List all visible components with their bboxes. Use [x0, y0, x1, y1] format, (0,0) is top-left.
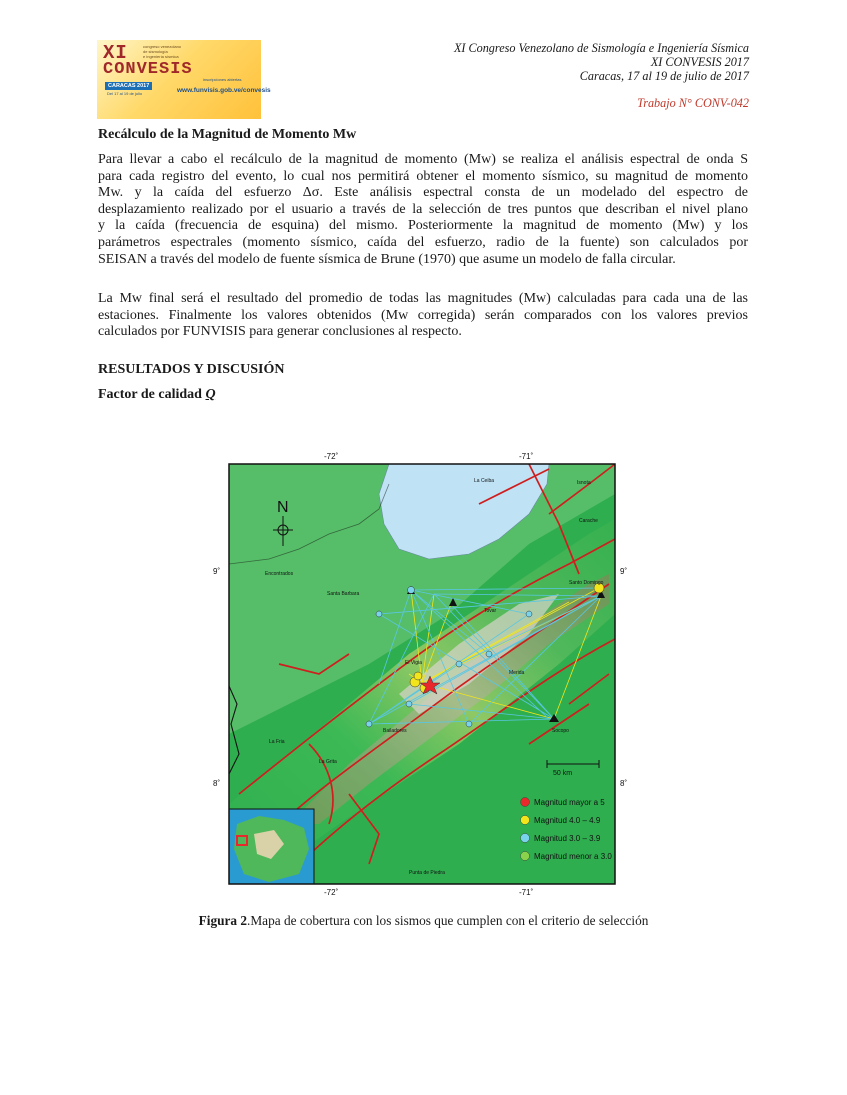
header-line2: XI CONVESIS 2017: [650, 55, 749, 69]
p2-line: La Mw final será el resultado del promedio de todas las magnitudes (Mw) calculadas para cada una de las: [98, 291, 748, 306]
logo-dates: Del 17 al 19 de julio: [107, 91, 143, 96]
p2-line: calculados por FUNVISIS para generar conclusiones al respecto.: [98, 324, 462, 340]
section-title-results: RESULTADOS Y DISCUSIÓN: [98, 362, 285, 377]
header-line1: XI Congreso Venezolano de Sismología e Ingeniería Sísmica: [453, 41, 749, 55]
p1-line: SEISAN a través del modelo de fuente sísmica de Brune (1970) que asume un modelo de falla circular.: [98, 251, 676, 267]
p1-line: y la caída (frecuencia de esquina) del mismo. Posteriormente la magnitud de momento (Mw) y los: [98, 218, 748, 234]
lon-label-bottom: -72˚: [324, 888, 339, 897]
lat-label-left: 9˚: [213, 567, 221, 576]
lon-label-top: -71˚: [519, 452, 534, 461]
p1-line: parámetros espectrales (momento sísmico, caída del esfuerzo, radio de la fuente) son calculados por: [98, 234, 748, 250]
svg-text:Carache: Carache: [579, 518, 598, 524]
svg-text:Punta de Piedra: Punta de Piedra: [409, 870, 445, 876]
svg-text:50 km: 50 km: [553, 770, 573, 777]
legend-item: Magnitud menor a 3.0: [534, 852, 612, 861]
svg-text:N: N: [277, 499, 289, 516]
p1-line: Para llevar a cabo el recálculo de la magnitud de momento (Mw) se realiza el análisis espectral de onda S: [98, 152, 748, 167]
svg-text:Encontrados: Encontrados: [265, 571, 294, 577]
p1-line: Mw. y la caída del esfuerzo Δσ. Este análisis espectral consta de un modelado del espectro de: [98, 185, 748, 201]
paragraph-1: [98, 152, 748, 268]
header-line3: Caracas, 17 al 19 de julio de 2017: [579, 69, 749, 83]
svg-text:La Grita: La Grita: [319, 759, 337, 765]
svg-text:Bailadores: Bailadores: [383, 728, 407, 734]
lat-label-left: 8˚: [213, 779, 221, 788]
p1-line: para cada registro del evento, lo cual nos permitirá obtener el momento sísmico, su magnitud de momento: [98, 168, 748, 184]
figure-caption: [0, 913, 847, 929]
svg-text:Isnota: Isnota: [577, 480, 591, 486]
logo-badge: CARACAS 2017: [105, 82, 152, 90]
svg-text:Tovar: Tovar: [484, 608, 497, 614]
figure-caption-text: .Mapa de cobertura con los sismos que cumplen con el criterio de selección: [247, 913, 649, 928]
paper-id: Trabajo N° CONV-042: [637, 96, 749, 110]
inset-map: [229, 809, 314, 884]
legend-item: Magnitud 4.0 – 4.9: [534, 816, 601, 825]
svg-text:El Vigia: El Vigia: [405, 660, 422, 666]
svg-text:Merida: Merida: [509, 670, 525, 676]
legend-item: Magnitud 3.0 – 3.9: [534, 834, 601, 843]
svg-text:Santa Barbara: Santa Barbara: [327, 591, 360, 597]
convesis-logo: [97, 40, 271, 119]
logo-url: www.funvisis.gob.ve/convesis: [177, 87, 271, 94]
p2-line: estaciones. Finalmente los valores obtenidos (Mw corregida) serán comparados con los valores previos: [98, 307, 748, 323]
section-title-mw: Recálculo de la Magnitud de Momento Mw: [98, 127, 357, 142]
logo-inscriptions: inscripciones abiertas: [203, 77, 242, 82]
svg-text:La Fria: La Fria: [269, 739, 285, 745]
logo-small-text: congreso venezolano de sismología e ingeniería sísmica: [143, 44, 182, 59]
logo-convesis: CONVESIS: [103, 60, 193, 79]
lon-label-top: -72˚: [324, 452, 339, 461]
svg-text:La Ceiba: La Ceiba: [474, 478, 495, 484]
figure-label: Figura 2: [198, 913, 248, 928]
svg-text:Santo Domingo: Santo Domingo: [569, 580, 604, 586]
coverage-map: [213, 450, 633, 896]
lat-label-right: 9˚: [620, 567, 628, 576]
lat-label-right: 8˚: [620, 779, 628, 788]
legend-item: Magnitud mayor a 5: [534, 798, 605, 807]
p1-line: desplazamiento realizado por el usuario a través de la selección de tres puntos que describan el nivel plano: [98, 201, 748, 217]
lon-label-bottom: -71˚: [519, 888, 534, 897]
subsection-title-quality-factor: Factor de calidad Q: [98, 387, 216, 402]
paragraph-2: [98, 291, 748, 341]
svg-text:Socopo: Socopo: [552, 728, 569, 734]
logo-xi: XI: [103, 42, 128, 64]
